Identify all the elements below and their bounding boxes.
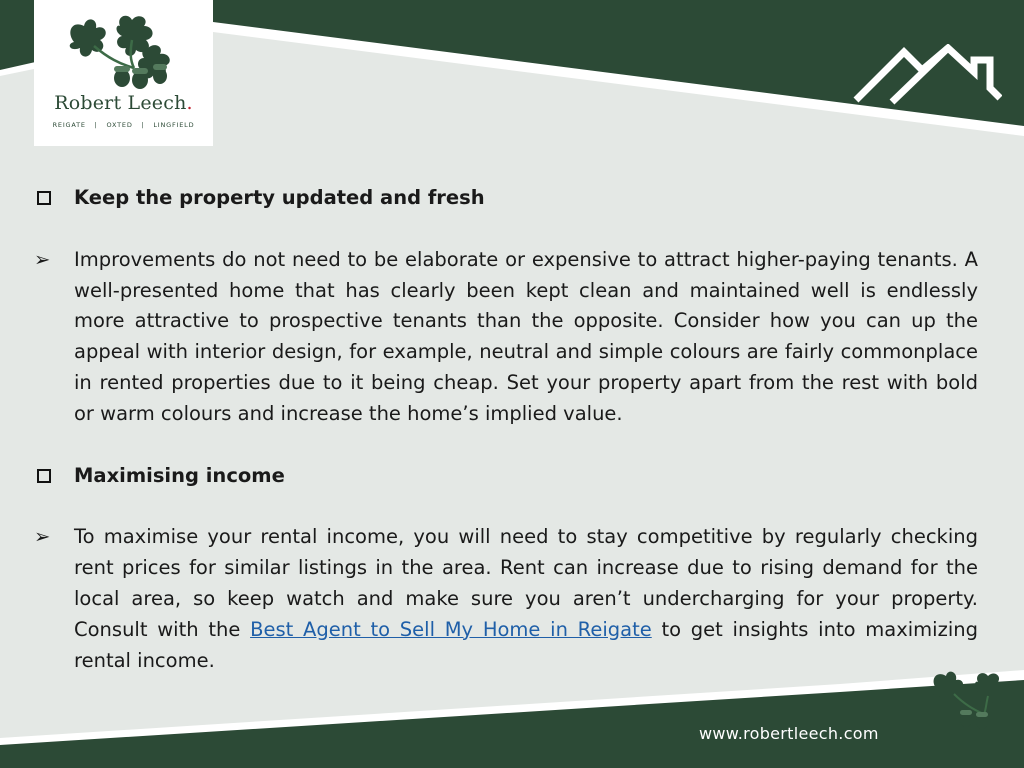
checkbox-bullet-icon [34,183,58,215]
section-heading-1 [34,183,978,214]
section-heading-text: Keep the property updated and fresh [74,186,485,209]
website-url[interactable]: www.robertleech.com [699,724,879,743]
arrow-bullet-icon: ➢ [34,525,51,549]
paragraph-text: Improvements do not need to be elaborate or expensive to attract higher-paying tenants. A well-presented home that has clearly been kept clean and maintained well is endlessly more attractive to prospective tenants than the opposite. Consider how you can up the appeal with interior design, for example, neutral and simple colours are fairly commonplace in rented properties due to it being cheap. Set your property apart from the rest with bold or warm colours and increase the home’s implied value. [74,247,978,425]
section-paragraph-2 [34,522,978,676]
slide-content [34,183,978,676]
best-agent-link[interactable]: Best Agent to Sell My Home in Reigate [250,617,652,641]
paragraph-before-link: To maximise your rental income, you will need to stay competitive by regularly checking rent prices for similar listings in the area. Rent can increase due to rising demand for the local area, so keep watch and make sure you aren’t undercharging for your property. Consult with the [74,525,978,641]
brand-dot: . [186,92,193,114]
section-heading-2 [34,461,978,492]
paragraph-after-link: to get insights into maximizing rental income. [74,617,978,672]
brand-name: Robert Leech. [54,92,193,114]
brand-locations: REIGATE | OXTED | LINGFIELD [52,121,195,129]
arrow-bullet-icon: ➢ [34,247,51,271]
house-outline-icon [852,44,1002,114]
section-paragraph-1 [34,245,978,430]
section-heading-text: Maximising income [74,463,285,487]
oak-leaves-acorns-icon [928,668,1018,732]
oak-leaves-acorns-icon [64,12,184,92]
checkbox-bullet-icon [34,461,58,493]
paragraph-text [74,522,978,676]
brand-logo[interactable] [34,0,213,146]
